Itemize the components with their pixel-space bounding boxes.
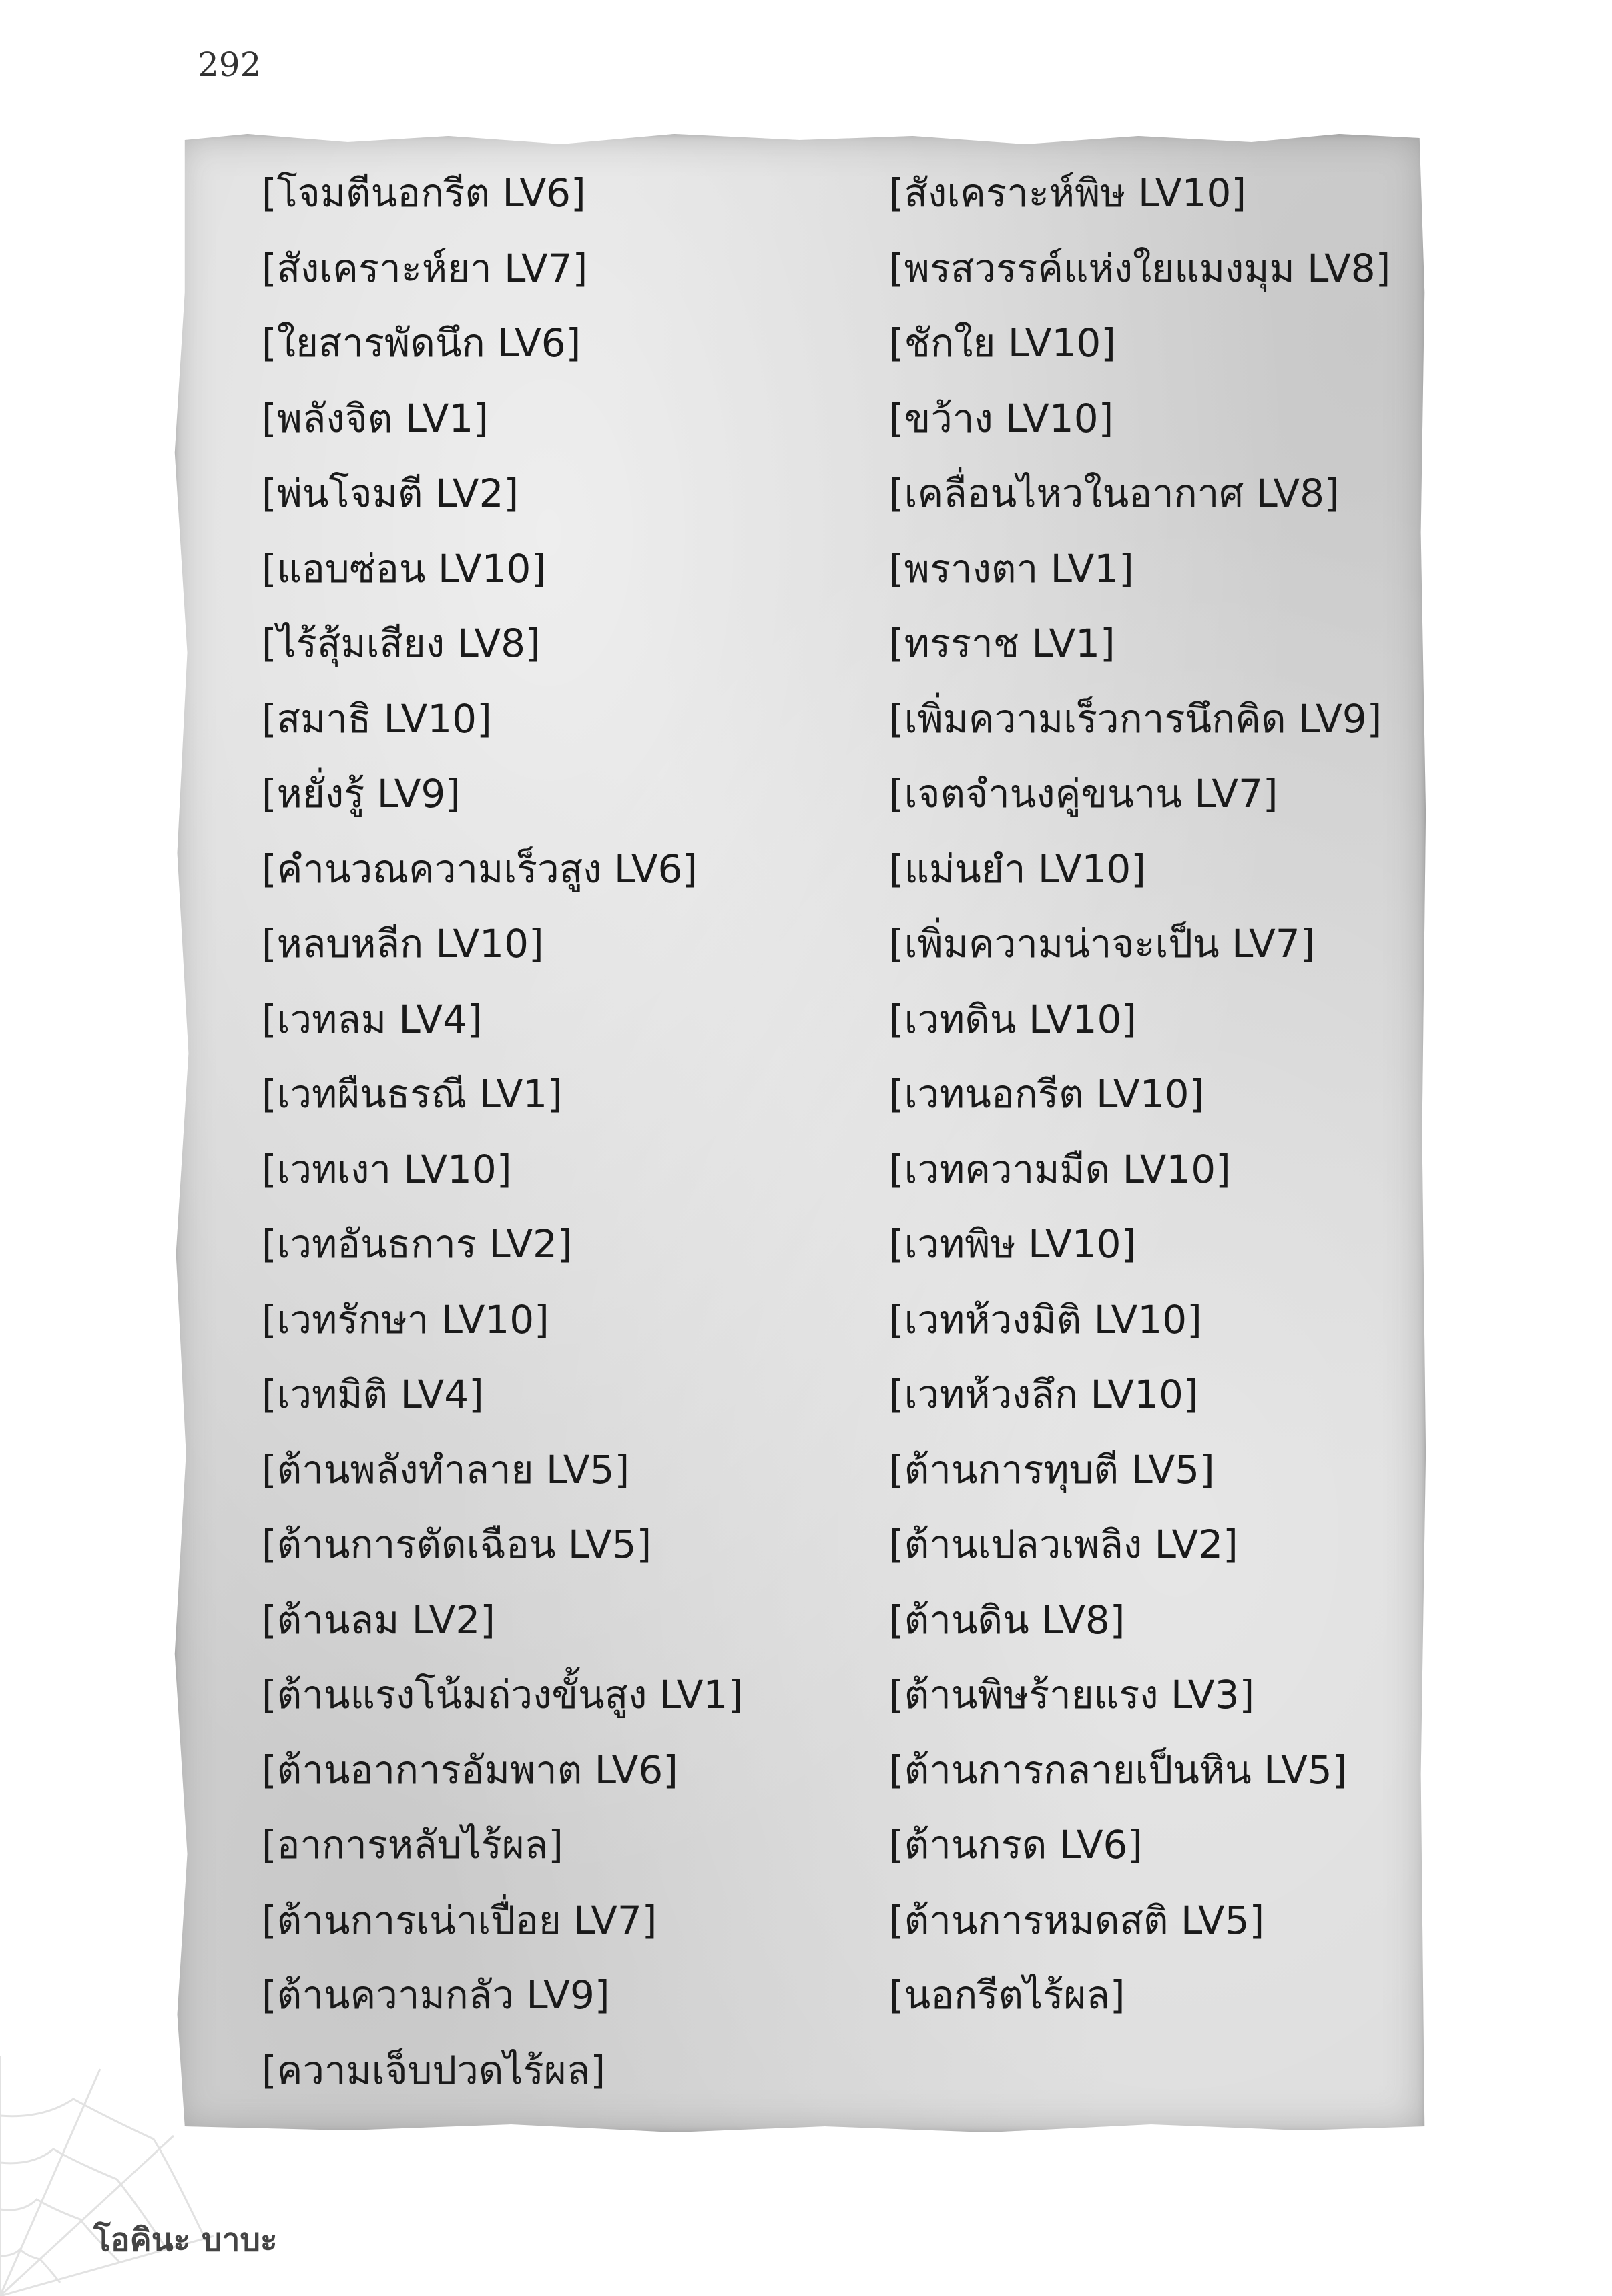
skill-line: [โจมตีนอกรีต LV6] xyxy=(262,170,586,216)
skill-line: [พรางตา LV1] xyxy=(889,545,1134,591)
skill-line: [ต้านดิน LV8] xyxy=(889,1597,1125,1643)
skill-line: [คำนวณความเร็วสูง LV6] xyxy=(262,846,698,892)
skill-line: [เวทความมืด LV10] xyxy=(889,1146,1231,1192)
skill-line: [หลบหลีก LV10] xyxy=(262,921,544,966)
skill-line: [เวทดิน LV10] xyxy=(889,996,1137,1042)
skill-line: [ทรราช LV1] xyxy=(889,621,1115,666)
skill-line: [ต้านอาการอัมพาต LV6] xyxy=(262,1747,678,1793)
skills-column-right xyxy=(889,163,1390,2040)
skill-line: [พรสวรรค์แห่งใยแมงมุม LV8] xyxy=(889,245,1391,291)
skill-line: [เวทมิติ LV4] xyxy=(262,1372,484,1417)
skill-line: [เจตจำนงคู่ขนาน LV7] xyxy=(889,771,1278,816)
page-number: 292 xyxy=(198,45,262,84)
skill-line: [สังเคราะห์พิษ LV10] xyxy=(889,170,1247,216)
skill-line: [สมาธิ LV10] xyxy=(262,695,492,742)
skill-line: [แม่นยำ LV10] xyxy=(889,846,1146,892)
skill-line: [ต้านการทุบตี LV5] xyxy=(889,1446,1215,1492)
skill-line: [แอบซ่อน LV10] xyxy=(262,545,546,591)
skill-line: [ต้านพิษร้ายแรง LV3] xyxy=(889,1672,1255,1717)
skill-line: [ต้านการตัดเฉือน LV5] xyxy=(262,1522,652,1567)
skill-line: [เพิ่มความน่าจะเป็น LV7] xyxy=(889,921,1316,966)
skill-line: [เวทรักษา LV10] xyxy=(262,1296,549,1342)
skill-line: [ต้านการหมดสติ LV5] xyxy=(889,1897,1265,1943)
skill-line: [ต้านพลังทำลาย LV5] xyxy=(262,1446,630,1492)
skills-column-left xyxy=(262,163,743,2115)
skill-line: [สังเคราะห์ยา LV7] xyxy=(262,245,588,291)
skill-line: [ต้านลม LV2] xyxy=(262,1597,495,1643)
skill-line: [หยั่งรู้ LV9] xyxy=(262,771,461,816)
skill-line: [พลังจิต LV1] xyxy=(262,395,489,441)
skill-line: [ขว้าง LV10] xyxy=(889,395,1114,441)
skill-line: [เวทลม LV4] xyxy=(262,996,483,1042)
skill-line: [นอกรีตไร้ผล] xyxy=(889,1972,1125,2018)
skill-line: [ความเจ็บปวดไร้ผล] xyxy=(262,2047,605,2093)
skill-line: [ต้านความกลัว LV9] xyxy=(262,1972,610,2018)
skill-line: [ไร้สุ้มเสียง LV8] xyxy=(262,621,541,666)
skill-line: [เวทห้วงลึก LV10] xyxy=(889,1372,1199,1417)
skill-line: [ต้านกรด LV6] xyxy=(889,1822,1143,1868)
skill-line: [ต้านเปลวเพลิง LV2] xyxy=(889,1522,1238,1567)
skill-line: [อาการหลับไร้ผล] xyxy=(262,1822,563,1868)
skill-line: [ต้านการเน่าเปื่อย LV7] xyxy=(262,1897,657,1943)
skill-line: [เวทเงา LV10] xyxy=(262,1146,512,1192)
skill-line: [เพิ่มความเร็วการนึกคิด LV9] xyxy=(889,695,1382,742)
skill-line: [ใยสารพัดนึก LV6] xyxy=(262,320,581,366)
skill-line: [เวทนอกรีต LV10] xyxy=(889,1071,1205,1117)
footer-title: โอคินะ บาบะ xyxy=(93,2221,278,2259)
skill-line: [เวทห้วงมิติ LV10] xyxy=(889,1296,1202,1342)
skill-line: [เวทผืนธรณี LV1] xyxy=(262,1071,563,1117)
skill-line: [ต้านการกลายเป็นหิน LV5] xyxy=(889,1747,1348,1793)
skill-line: [เคลื่อนไหวในอากาศ LV8] xyxy=(889,471,1340,516)
skill-line: [ต้านแรงโน้มถ่วงขั้นสูง LV1] xyxy=(262,1672,744,1717)
skill-line: [ชักใย LV10] xyxy=(889,320,1116,366)
skill-line: [เวทพิษ LV10] xyxy=(889,1221,1137,1267)
skill-line: [พ่นโจมตี LV2] xyxy=(262,471,519,516)
skill-line: [เวทอันธการ LV2] xyxy=(262,1221,573,1267)
